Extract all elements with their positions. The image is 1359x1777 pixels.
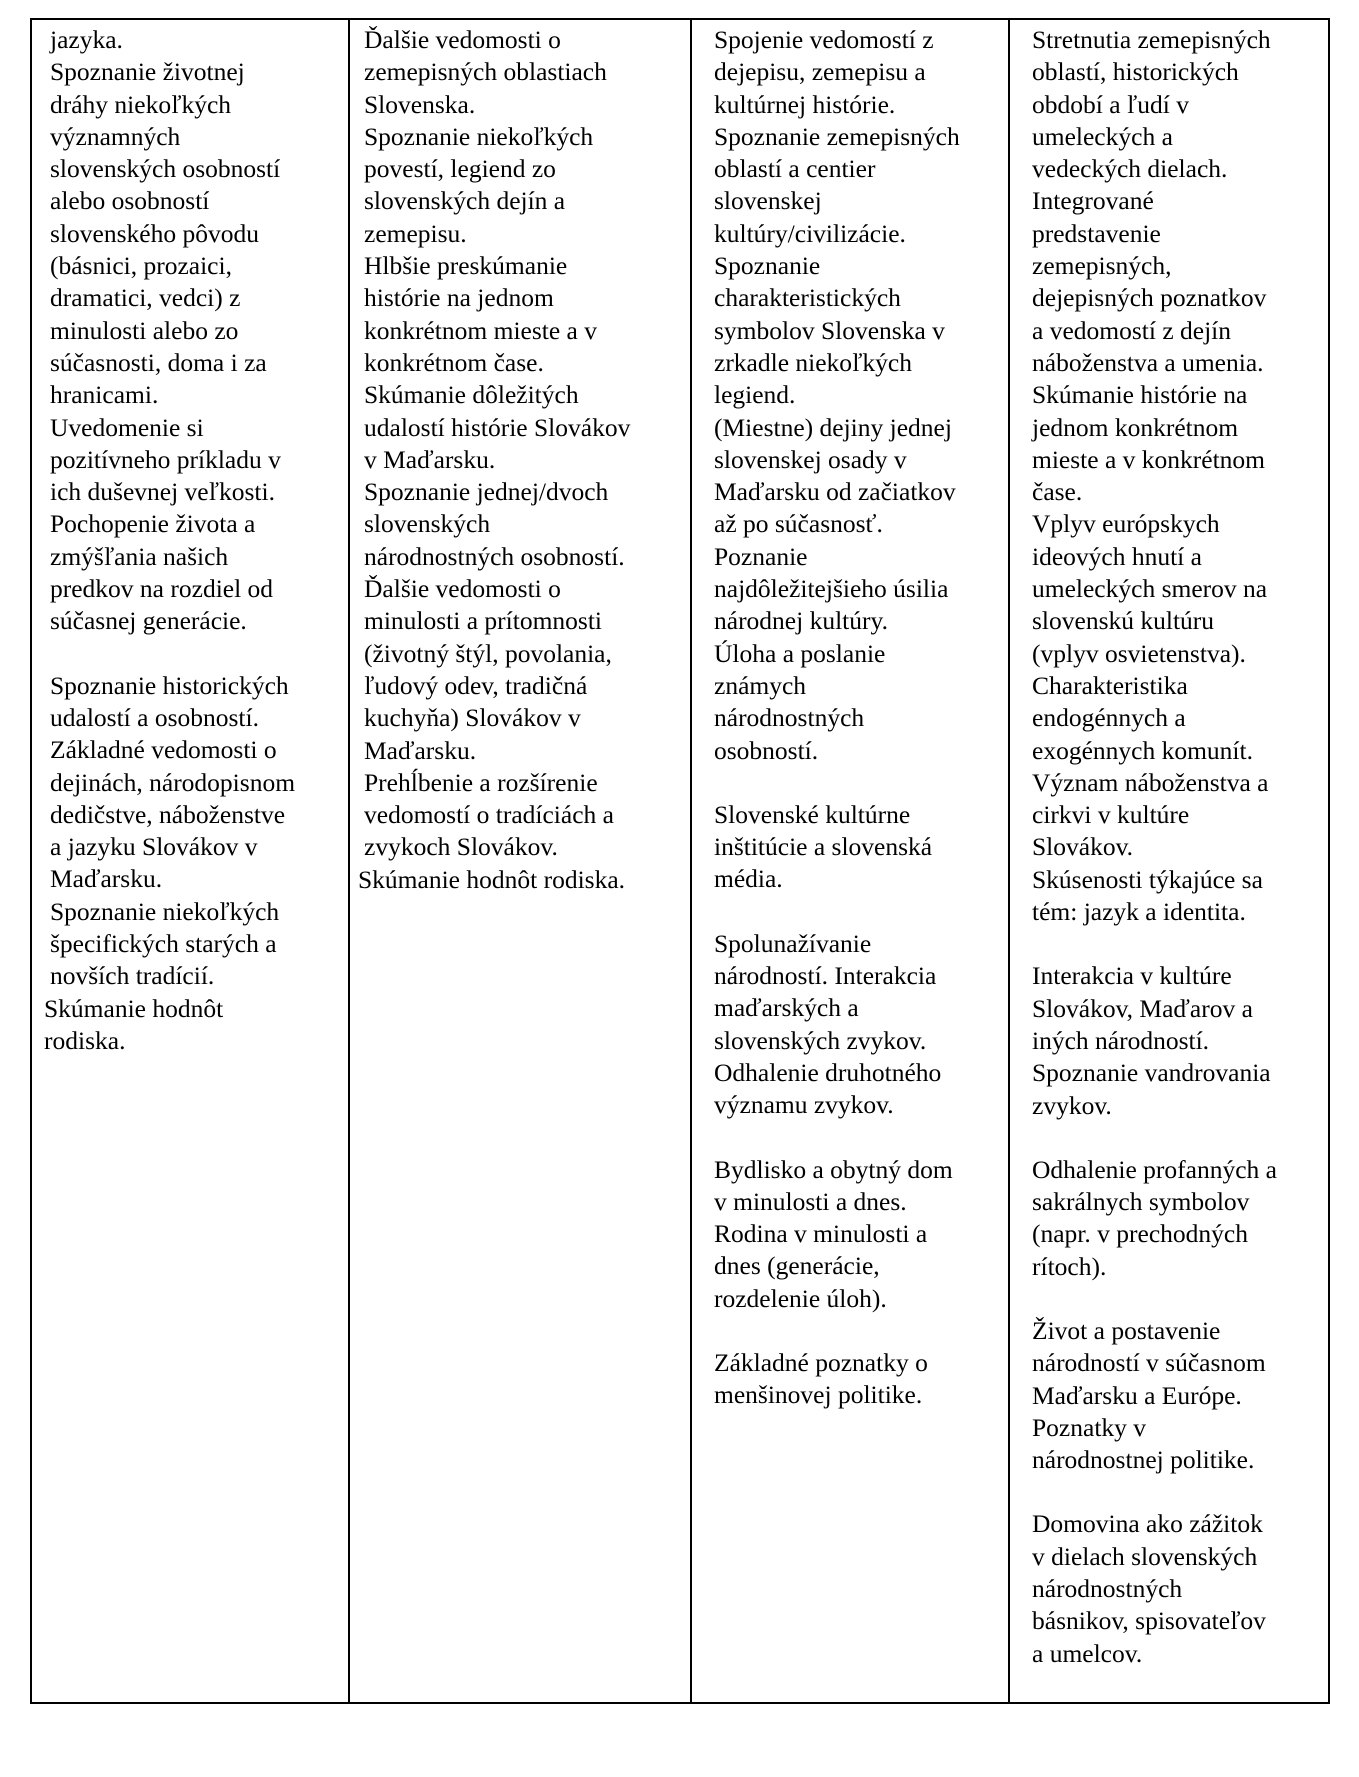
table-column-2	[350, 20, 692, 1702]
table-cell-paragraph: Úloha a poslanie známych národnostných osobností.	[714, 638, 886, 765]
table-cell-paragraph: Spojenie vedomostí z dejepisu, zemepisu a kultúrnej histórie.	[714, 25, 934, 119]
table-cell-paragraph: jazyka.	[50, 25, 123, 54]
table-cell-paragraph: Spoznanie zemepisných oblastí a centier slovenskej kultúry/civilizácie.	[714, 121, 960, 248]
table-cell-paragraph: Spolunažívanie národností. Interakcia maďarských a slovenských zvykov.	[714, 928, 937, 1055]
paragraph-spacer	[714, 896, 1002, 928]
table-cell-paragraph: Skúmanie dôležitých udalostí histórie Slovákov v Maďarsku.	[364, 380, 631, 474]
paragraph-spacer	[1032, 1283, 1324, 1315]
table-cell-paragraph: Spoznanie niekoľkých povestí, legiend zo slovenských dejín a zemepisu.	[364, 121, 594, 248]
paragraph-spacer	[714, 1122, 1002, 1154]
table-cell-paragraph: Vplyv európskych ideových hnutí a umeleckých smerov na slovenskú kultúru (vplyv osvietenstva).	[1032, 509, 1268, 668]
table-cell-paragraph: Bydlisko a obytný dom v minulosti a dnes.	[714, 1154, 953, 1216]
table-cell-paragraph: Rodina v minulosti a dnes (generácie, rozdelenie úloh).	[714, 1219, 928, 1313]
content-table	[30, 18, 1330, 1704]
paragraph-spacer	[1032, 1476, 1324, 1508]
paragraph-spacer	[50, 638, 342, 670]
table-cell-paragraph: Slovenské kultúrne inštitúcie a slovenská média.	[714, 799, 933, 894]
table-cell-paragraph: Skúmanie histórie na jednom konkrétnom mieste a v konkrétnom čase.	[1032, 380, 1265, 507]
paragraph-spacer	[714, 1315, 1002, 1347]
table-cell-paragraph: Spoznanie charakteristických symbolov Slovenska v zrkadle niekoľkých legiend.	[714, 251, 945, 410]
table-cell-paragraph: Stretnutia zemepisných oblastí, historických období a ľudí v umeleckých a vedeckých dielach.	[1032, 25, 1271, 184]
table-cell-paragraph: Ďalšie vedomosti o zemepisných oblastiach Slovenska.	[364, 25, 607, 119]
table-cell-paragraph: Spoznanie niekoľkých špecifických starých a novších tradícií.	[50, 896, 280, 991]
paragraph-spacer	[714, 767, 1002, 799]
table-cell-paragraph: Poznanie najdôležitejšieho úsilia národnej kultúry.	[714, 541, 949, 636]
table-cell-paragraph: Interakcia v kultúre Slovákov, Maďarov a iných národností.	[1032, 961, 1253, 1055]
table-cell-paragraph: Spoznanie životnej dráhy niekoľkých významných slovenských osobností alebo osobností slovenského pôvodu (básnici, prozaici, dramatici, vedci) z minulosti alebo zo súčasnosti, doma i za hranicami.	[50, 57, 281, 410]
paragraph-spacer	[1032, 928, 1324, 960]
table-cell-paragraph: Význam náboženstva a cirkvi v kultúre Slovákov.	[1032, 767, 1269, 862]
table-cell-paragraph: Poznatky v národnostnej politike.	[1032, 1412, 1255, 1475]
table-cell-paragraph: Prehĺbenie a rozšírenie vedomostí o tradíciách a zvykoch Slovákov.	[364, 767, 614, 862]
paragraph-spacer	[1032, 1122, 1324, 1154]
table-cell-paragraph: Spoznanie jednej/dvoch slovenských národnostných osobností.	[364, 477, 625, 571]
table-cell-paragraph: Základné poznatky o menšinovej politike.	[714, 1347, 928, 1410]
table-column-4	[1010, 20, 1328, 1702]
table-cell-paragraph: Charakteristika endogénnych a exogénnych komunít.	[1032, 670, 1253, 765]
table-cell-paragraph: Hlbšie preskúmanie histórie na jednom konkrétnom mieste a v konkrétnom čase.	[364, 251, 597, 377]
table-cell-paragraph: Skúmanie hodnôt rodiska.	[358, 864, 626, 894]
table-cell-paragraph: (Miestne) dejiny jednej slovenskej osady v Maďarsku od začiatkov až po súčasnosť.	[714, 412, 956, 539]
table-cell-paragraph: Život a postavenie národností v súčasnom Maďarsku a Európe.	[1032, 1315, 1266, 1410]
table-cell-paragraph: Základné vedomosti o dejinách, národopisnom dedičstve, náboženstve a jazyku Slovákov v Maďarsku.	[50, 735, 296, 894]
table-cell-paragraph: Skúsenosti týkajúce sa tém: jazyk a identita.	[1032, 864, 1263, 927]
table-cell-paragraph: Uvedomenie si pozitívneho príkladu v ich duševnej veľkosti.	[50, 412, 281, 507]
table-cell-paragraph: Odhalenie profanných a sakrálnych symbolov (napr. v prechodných rítoch).	[1032, 1154, 1277, 1281]
table-cell-paragraph: Skúmanie hodnôt rodiska.	[44, 993, 224, 1055]
table-cell-paragraph: Domovina ako zážitok v dielach slovenských národnostných básnikov, spisovateľov a umelcov.	[1032, 1509, 1266, 1668]
table-cell-paragraph: Pochopenie života a zmýšľania našich predkov na rozdiel od súčasnej generácie.	[50, 509, 274, 636]
table-column-1	[32, 20, 350, 1702]
table-column-3	[692, 20, 1010, 1702]
table-cell-paragraph: Spoznanie historických udalostí a osobností.	[50, 670, 289, 732]
table-cell-paragraph: Integrované predstavenie zemepisných, dejepisných poznatkov a vedomostí z dejín náboženstva a umenia.	[1032, 186, 1267, 377]
table-cell-paragraph: Ďalšie vedomosti o minulosti a prítomnosti (životný štýl, povolania, ľudový odev, tradičná kuchyňa) Slovákov v Maďarsku.	[364, 574, 612, 765]
table-cell-paragraph: Spoznanie vandrovania zvykov.	[1032, 1058, 1271, 1120]
table-cell-paragraph: Odhalenie druhotného významu zvykov.	[714, 1057, 942, 1120]
